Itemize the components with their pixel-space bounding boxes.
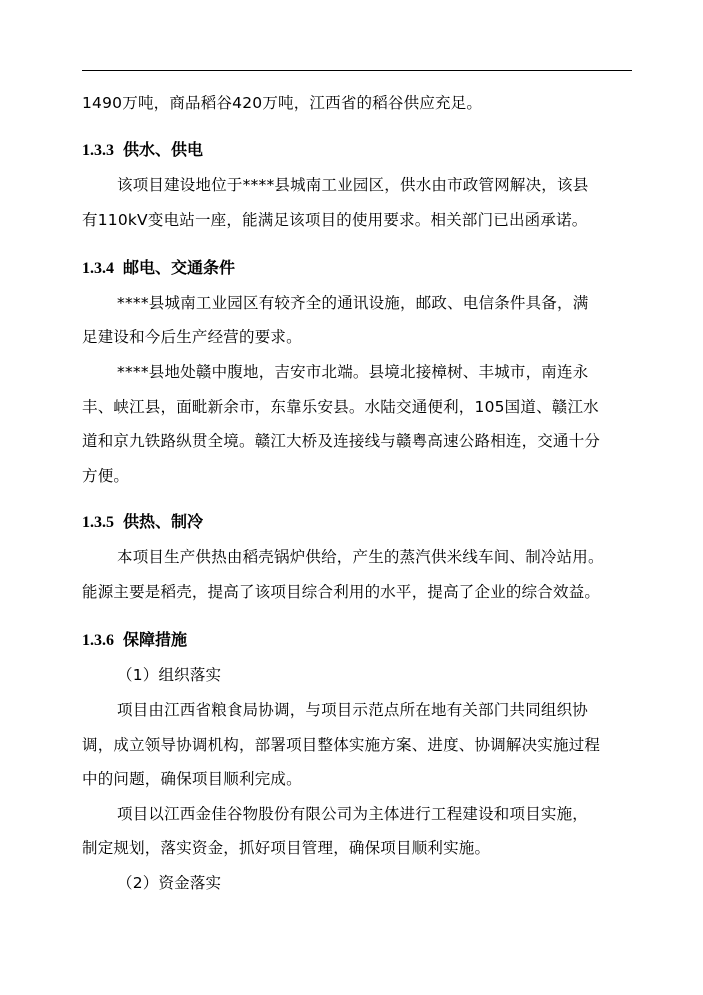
body-line: 丰、峡江县，面毗新余市，东靠乐安县。水陆交通便利，105国道、赣江水	[82, 398, 599, 416]
section-title: 邮电、交通条件	[123, 258, 236, 277]
section-number: 1.3.3	[82, 142, 114, 159]
body-line: 调，成立领导协调机构，部署项目整体实施方案、进度、协调解决实施过程	[82, 736, 601, 754]
body-line: 足建设和今后生产经营的要求。	[82, 328, 302, 346]
section-number: 1.3.6	[82, 632, 114, 649]
section-heading-1-3-3	[82, 140, 203, 161]
section-number: 1.3.4	[82, 260, 114, 277]
section-heading-1-3-5	[82, 512, 203, 533]
body-line: 制定规划，落实资金，抓好项目管理，确保项目顺利实施。	[82, 839, 491, 857]
body-line: 项目以江西金佳谷物股份有限公司为主体进行工程建设和项目实施，	[117, 805, 589, 823]
section-heading-1-3-4	[82, 258, 235, 279]
body-line: 方便。	[82, 467, 130, 485]
section-number: 1.3.5	[82, 514, 114, 531]
section-heading-1-3-6	[82, 630, 187, 651]
section-title: 供热、制冷	[123, 512, 204, 531]
list-heading: （1）组织落实	[117, 666, 222, 684]
section-title: 保障措施	[123, 630, 188, 649]
body-line: 能源主要是稻壳，提高了该项目综合利用的水平，提高了企业的综合效益。	[82, 583, 601, 601]
body-line: 道和京九铁路纵贯全境。赣江大桥及连接线与赣粤高速公路相连，交通十分	[82, 432, 601, 450]
body-line: ****县城南工业园区有较齐全的通讯设施，邮政、电信条件具备，满	[117, 294, 589, 312]
body-line: 1490万吨，商品稻谷420万吨，江西省的稻谷供应充足。	[82, 94, 483, 112]
header-rule	[82, 70, 632, 71]
list-heading: （2）资金落实	[117, 874, 222, 892]
section-title: 供水、供电	[123, 140, 204, 159]
body-line: 有110kV变电站一座，能满足该项目的使用要求。相关部门已出函承诺。	[82, 211, 588, 229]
body-line: ****县地处赣中腹地，吉安市北端。县境北接樟树、丰城市，南连永	[117, 363, 589, 381]
body-line: 中的问题，确保项目顺利完成。	[82, 770, 302, 788]
body-line: 该项目建设地位于****县城南工业园区，供水由市政管网解决，该县	[117, 176, 589, 194]
body-line: 项目由江西省粮食局协调，与项目示范点所在地有关部门共同组织协	[117, 701, 589, 719]
body-line: 本项目生产供热由稻壳锅炉供给，产生的蒸汽供米线车间、制冷站用。	[117, 548, 604, 566]
